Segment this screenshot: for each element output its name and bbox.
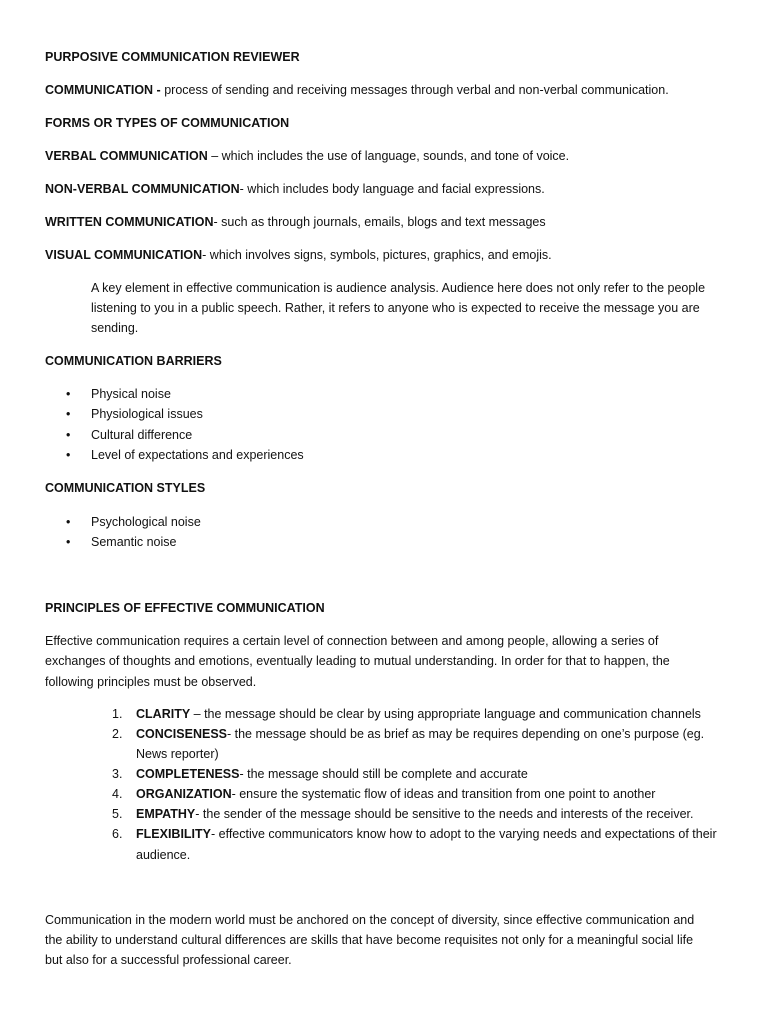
bullet-icon: • [66,515,71,529]
styles-heading: COMMUNICATION STYLES [45,481,206,495]
barrier-item: Physiological issues [91,407,203,421]
principle-item-conciseness [136,727,704,741]
form-item-visual [45,248,552,262]
bullet-icon: • [66,535,71,549]
form-text: – which includes the use of language, sounds, and tone of voice. [207,149,570,163]
barrier-item: Cultural difference [91,428,193,442]
principle-continuation: audience. [136,848,191,862]
principles-intro-line: following principles must be observed. [45,675,257,689]
form-text: - which involves signs, symbols, pictures, graphics, and emojis. [202,248,552,262]
form-term: NON-VERBAL COMMUNICATION [45,182,240,196]
principle-term: EMPATHY [136,807,196,821]
definition-term: COMMUNICATION - [45,83,161,97]
list-number: 2. [112,727,123,741]
bullet-icon: • [66,428,71,442]
barrier-item: Level of expectations and experiences [91,448,304,462]
style-item: Semantic noise [91,535,177,549]
principle-text: - ensure the systematic flow of ideas and transition from one point to another [231,787,656,801]
principle-term: FLEXIBILITY [136,827,211,841]
principle-text: - effective communicators know how to adopt to the varying needs and expectations of their [211,827,717,841]
forms-heading: FORMS OR TYPES OF COMMUNICATION [45,116,290,130]
principle-term: CONCISENESS [136,727,227,741]
principle-text: - the message should still be complete and accurate [239,767,528,781]
list-number: 6. [112,827,123,841]
form-term: VISUAL COMMUNICATION [45,248,203,262]
principle-continuation: News reporter) [136,747,219,761]
principle-item-organization [136,787,655,801]
principle-text: – the message should be clear by using appropriate language and communication channels [190,707,701,721]
style-item: Psychological noise [91,515,201,529]
audience-paragraph-line: sending. [91,321,139,335]
list-number: 3. [112,767,123,781]
closing-paragraph-line: the ability to understand cultural differences are skills that have become requisites not only for a meaningful social life [45,933,694,947]
principle-term: ORGANIZATION [136,787,232,801]
form-item-non-verbal [45,182,545,196]
closing-paragraph-line: Communication in the modern world must be anchored on the concept of diversity, since effective communication and [45,913,695,927]
form-text: - which includes body language and facial expressions. [239,182,545,196]
list-number: 4. [112,787,123,801]
principle-item-flexibility [136,827,717,841]
principle-item-empathy [136,807,693,821]
barriers-heading: COMMUNICATION BARRIERS [45,354,222,368]
bullet-icon: • [66,448,71,462]
principles-intro-line: exchanges of thoughts and emotions, eventually leading to mutual understanding. In order for that to happen, the [45,654,670,668]
list-number: 5. [112,807,123,821]
bullet-icon: • [66,387,71,401]
principle-term: CLARITY [136,707,191,721]
principle-text: - the sender of the message should be sensitive to the needs and interests of the receiver. [195,807,694,821]
audience-paragraph-line: A key element in effective communication is audience analysis. Audience here does not only refer to the people [91,281,706,295]
form-text: - such as through journals, emails, blogs and text messages [213,215,546,229]
barrier-item: Physical noise [91,387,171,401]
document-title: PURPOSIVE COMMUNICATION REVIEWER [45,50,300,64]
form-item-written [45,215,546,229]
audience-paragraph-line: listening to you in a public speech. Rather, it refers to anyone who is expected to receive the message you are [91,301,700,315]
list-number: 1. [112,707,123,721]
principle-item-clarity [136,707,701,721]
principle-item-completeness [136,767,528,781]
definition-text: process of sending and receiving messages through verbal and non-verbal communication. [160,83,669,97]
form-term: WRITTEN COMMUNICATION [45,215,214,229]
closing-paragraph-line: but also for a successful professional career. [45,953,292,967]
form-term: VERBAL COMMUNICATION [45,149,208,163]
bullet-icon: • [66,407,71,421]
principles-intro-line: Effective communication requires a certain level of connection between and among people, allowing a series of [45,634,659,648]
principle-text: - the message should be as brief as may be requires depending on one’s purpose (eg. [227,727,705,741]
principle-term: COMPLETENESS [136,767,240,781]
communication-definition [45,83,669,97]
form-item-verbal [45,149,569,163]
principles-heading: PRINCIPLES OF EFFECTIVE COMMUNICATION [45,601,325,615]
